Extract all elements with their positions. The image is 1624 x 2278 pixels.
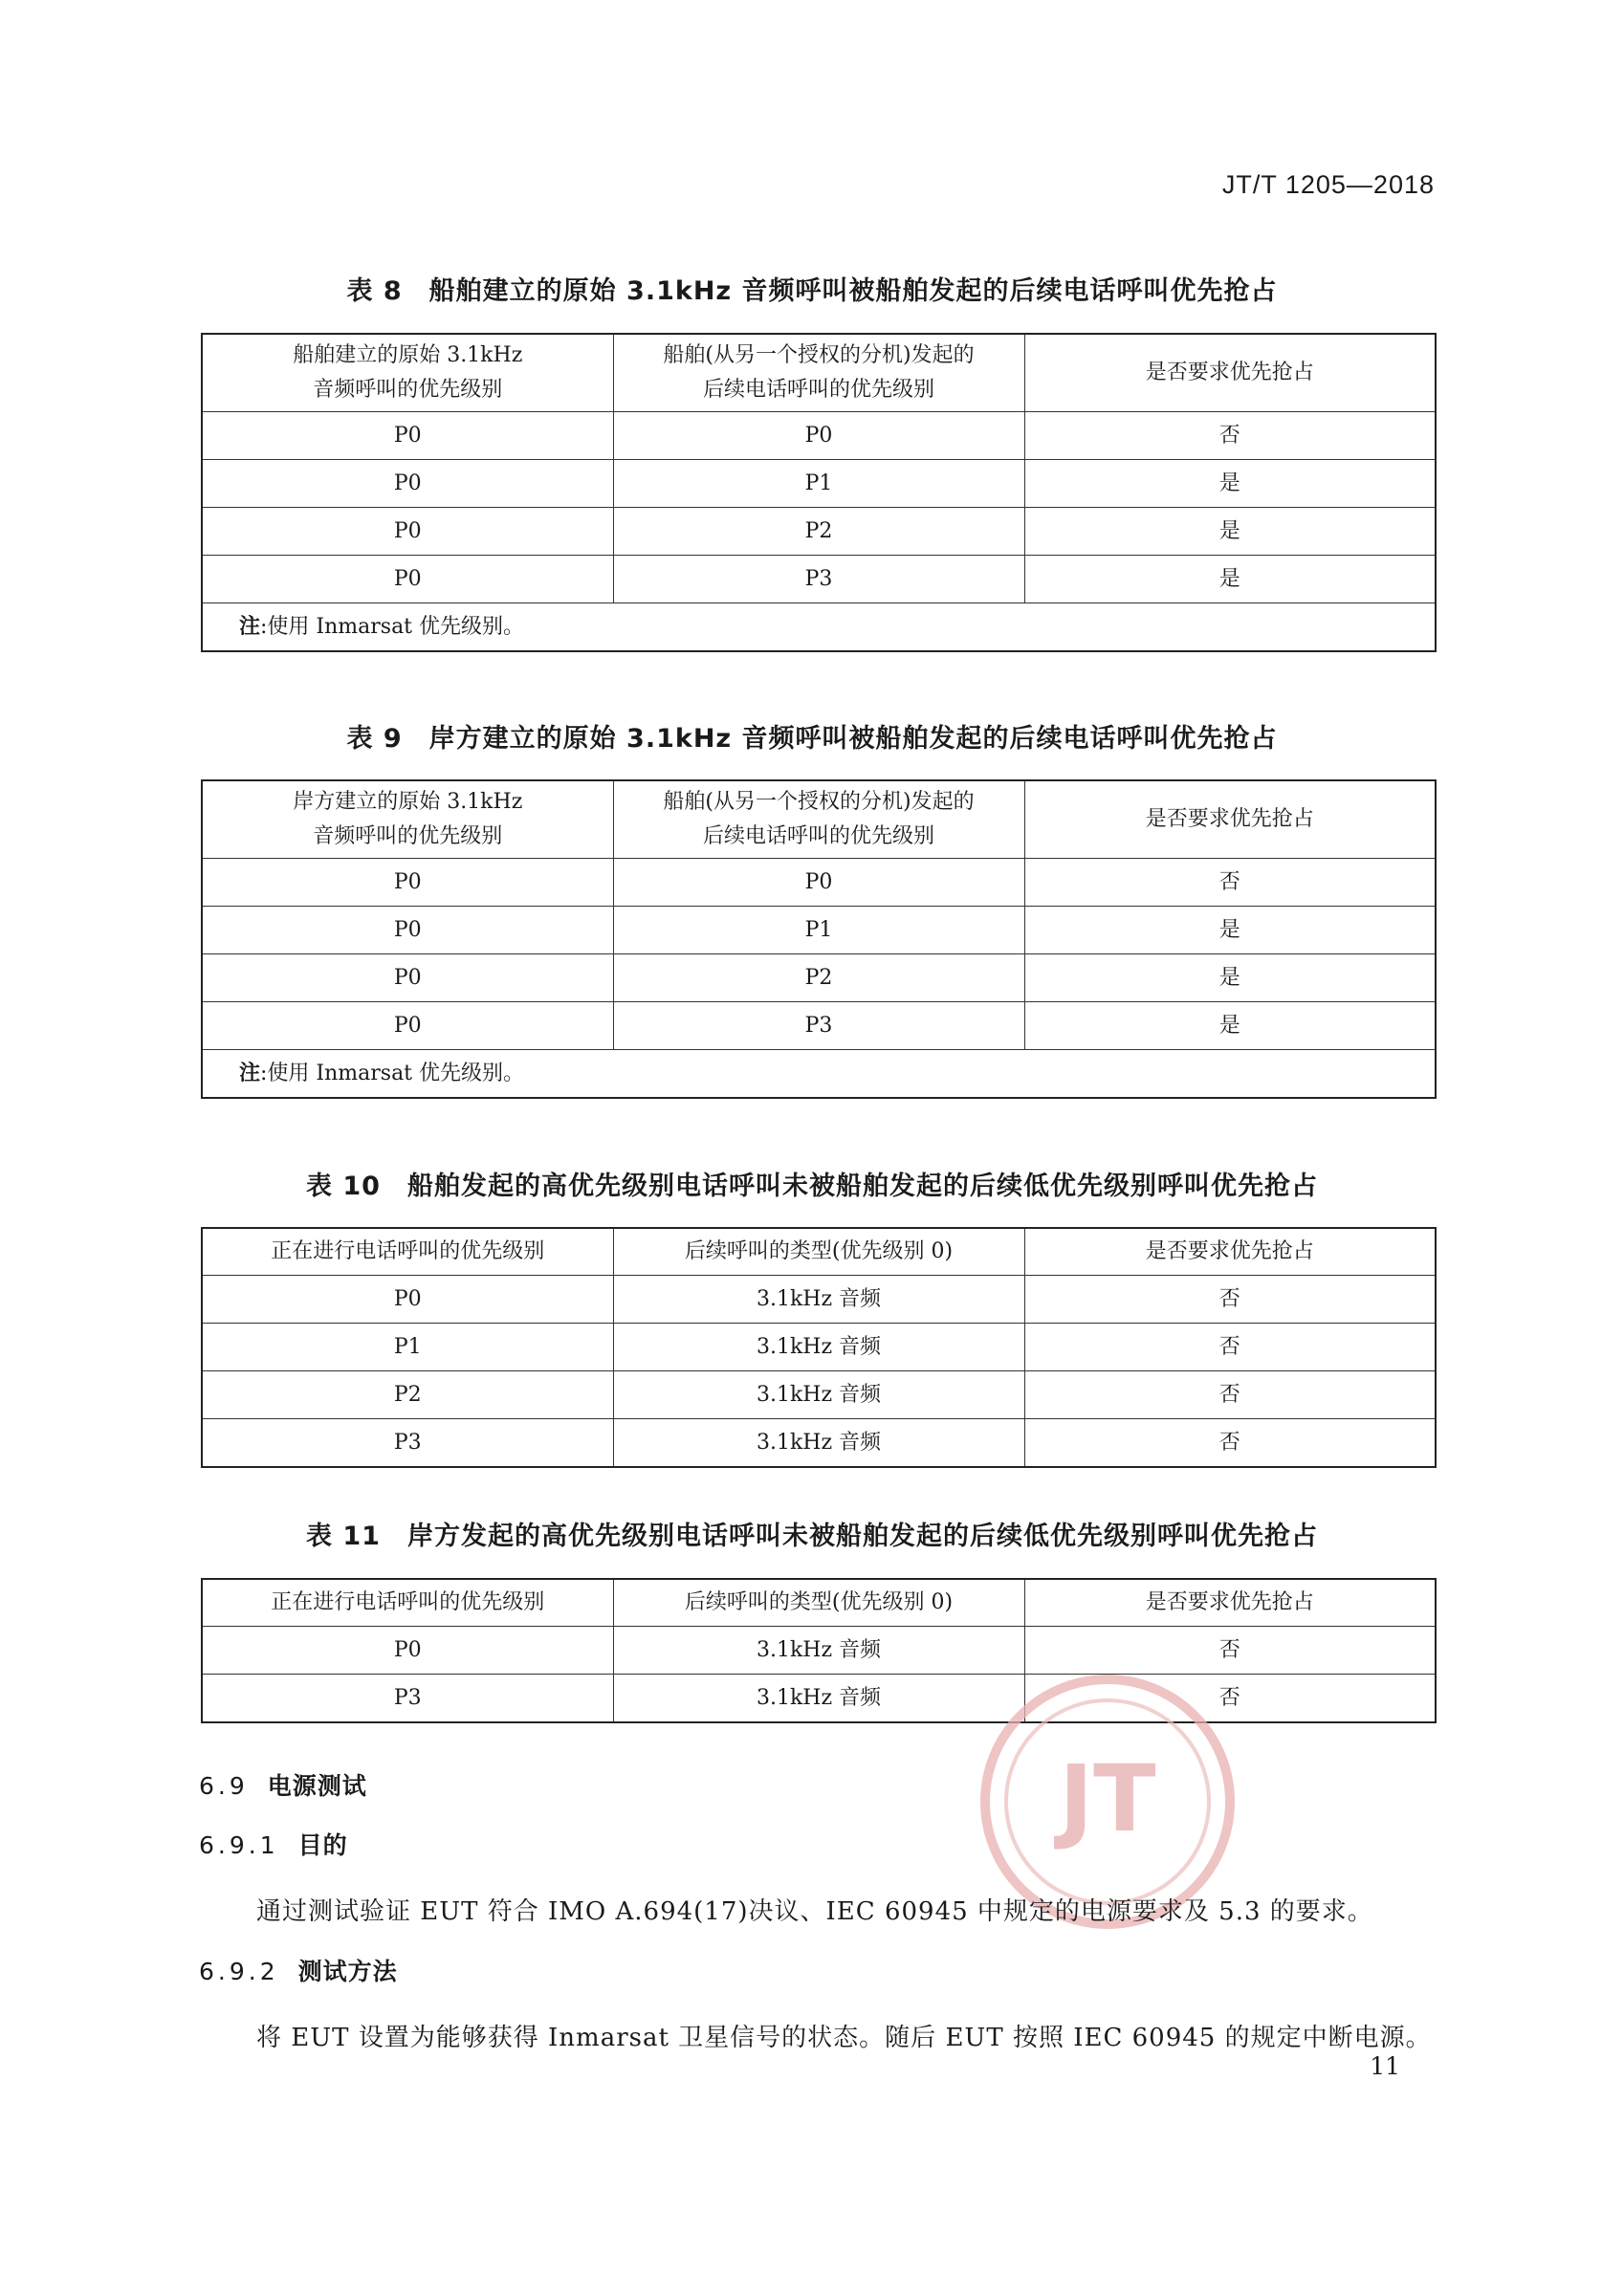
table-cell: 是 xyxy=(1024,508,1436,556)
table-cell: P0 xyxy=(202,1002,613,1050)
table-row xyxy=(202,907,1436,954)
table-cell: P0 xyxy=(202,1627,613,1675)
table-cell: P2 xyxy=(613,954,1024,1002)
header-cell-line: 音频呼叫的优先级别 xyxy=(313,824,503,848)
table-8 xyxy=(201,333,1437,652)
table-cell: P0 xyxy=(202,954,613,1002)
header-cell-line: 后续电话呼叫的优先级别 xyxy=(702,824,934,848)
header-cell xyxy=(1024,334,1436,412)
table-8-caption xyxy=(0,270,1624,307)
table-cell: 3.1kHz 音频 xyxy=(613,1371,1024,1419)
header-cell: 是否要求优先抢占 xyxy=(1024,1228,1436,1276)
table-header-row xyxy=(202,780,1436,859)
table-9-caption xyxy=(0,717,1624,755)
table-cell: 是 xyxy=(1024,460,1436,508)
table-cell: 是 xyxy=(1024,556,1436,603)
table-11-number: 表 11 xyxy=(306,1522,381,1551)
section-title: 电源测试 xyxy=(267,1772,367,1800)
table-cell: P0 xyxy=(202,508,613,556)
table-cell: P1 xyxy=(202,1324,613,1371)
header-cell: 后续呼叫的类型(优先级别 0) xyxy=(613,1579,1024,1627)
header-cell: 正在进行电话呼叫的优先级别 xyxy=(202,1579,613,1627)
table-9-number: 表 9 xyxy=(346,724,403,754)
table-row xyxy=(202,1371,1436,1419)
header-cell-line: 后续电话呼叫的优先级别 xyxy=(702,378,934,402)
table-cell: P0 xyxy=(202,907,613,954)
table-cell: 否 xyxy=(1024,1419,1436,1468)
table-cell: P3 xyxy=(613,1002,1024,1050)
table-cell: P3 xyxy=(202,1419,613,1468)
note-text: :使用 Inmarsat 优先级别。 xyxy=(260,615,525,639)
page-number: 11 xyxy=(1370,2052,1400,2080)
table-cell: 否 xyxy=(1024,1276,1436,1324)
section-number: 6.9 xyxy=(199,1772,249,1800)
table-row xyxy=(202,1419,1436,1468)
header-cell xyxy=(202,334,613,412)
table-cell: 否 xyxy=(1024,412,1436,460)
table-cell: 3.1kHz 音频 xyxy=(613,1675,1024,1723)
table-cell: P1 xyxy=(613,460,1024,508)
header-cell: 是否要求优先抢占 xyxy=(1024,1579,1436,1627)
header-cell-line: 船舶(从另一个授权的分机)发起的 xyxy=(663,343,975,367)
table-cell: 3.1kHz 音频 xyxy=(613,1627,1024,1675)
header-cell xyxy=(613,780,1024,859)
table-11 xyxy=(201,1578,1437,1723)
table-10-number: 表 10 xyxy=(306,1172,381,1201)
header-cell: 正在进行电话呼叫的优先级别 xyxy=(202,1228,613,1276)
table-cell: 否 xyxy=(1024,1324,1436,1371)
table-note xyxy=(202,1050,1436,1099)
header-cell xyxy=(202,780,613,859)
table-cell: 3.1kHz 音频 xyxy=(613,1324,1024,1371)
note-text: :使用 Inmarsat 优先级别。 xyxy=(260,1062,525,1085)
table-cell: P2 xyxy=(202,1371,613,1419)
header-cell-line: 船舶建立的原始 3.1kHz xyxy=(293,343,523,367)
table-cell: 是 xyxy=(1024,907,1436,954)
table-cell: 否 xyxy=(1024,1371,1436,1419)
table-row xyxy=(202,460,1436,508)
table-header-row xyxy=(202,334,1436,412)
table-row xyxy=(202,412,1436,460)
table-9 xyxy=(201,779,1437,1099)
section-6-9-heading xyxy=(199,1767,367,1802)
table-cell: P3 xyxy=(202,1675,613,1723)
table-note xyxy=(202,603,1436,652)
note-label: 注 xyxy=(239,1061,261,1085)
table-cell: P0 xyxy=(202,460,613,508)
table-9-title: 岸方建立的原始 3.1kHz 音频呼叫被船舶发起的后续电话呼叫优先抢占 xyxy=(428,724,1278,754)
table-cell: 是 xyxy=(1024,954,1436,1002)
paragraph-6-9-2: 将 EUT 设置为能够获得 Inmarsat 卫星信号的状态。随后 EUT 按照 IEC 60945 的规定中断电源。 xyxy=(256,2024,1432,2052)
table-row xyxy=(202,1324,1436,1371)
header-cell xyxy=(613,334,1024,412)
document-id: JT/T 1205—2018 xyxy=(1221,170,1435,199)
header-cell-line: 是否要求优先抢占 xyxy=(1145,807,1314,831)
section-title: 目的 xyxy=(297,1831,348,1859)
section-number: 6.9.2 xyxy=(199,1958,279,1985)
table-note-row xyxy=(202,603,1436,652)
table-cell: P0 xyxy=(202,1276,613,1324)
section-6-9-1-heading xyxy=(199,1827,348,1861)
header-cell xyxy=(1024,780,1436,859)
table-cell: P0 xyxy=(613,412,1024,460)
table-cell: 否 xyxy=(1024,1675,1436,1723)
header-cell-line: 音频呼叫的优先级别 xyxy=(313,378,503,402)
table-row xyxy=(202,1675,1436,1723)
table-row xyxy=(202,1627,1436,1675)
table-cell: P0 xyxy=(202,412,613,460)
table-10-title: 船舶发起的高优先级别电话呼叫未被船舶发起的后续低优先级别呼叫优先抢占 xyxy=(406,1172,1318,1201)
note-label: 注 xyxy=(239,614,261,639)
table-row xyxy=(202,508,1436,556)
table-10-caption xyxy=(0,1165,1624,1202)
table-cell: P2 xyxy=(613,508,1024,556)
header-cell-line: 船舶(从另一个授权的分机)发起的 xyxy=(663,790,975,814)
table-cell: P0 xyxy=(202,859,613,907)
table-row xyxy=(202,1002,1436,1050)
table-header-row xyxy=(202,1228,1436,1276)
header-cell-line: 岸方建立的原始 3.1kHz xyxy=(293,790,523,814)
section-title: 测试方法 xyxy=(297,1958,398,1985)
table-cell: 是 xyxy=(1024,1002,1436,1050)
section-number: 6.9.1 xyxy=(199,1831,279,1859)
table-11-title: 岸方发起的高优先级别电话呼叫未被船舶发起的后续低优先级别呼叫优先抢占 xyxy=(406,1522,1318,1551)
table-cell: 否 xyxy=(1024,1627,1436,1675)
table-note-row xyxy=(202,1050,1436,1099)
table-row xyxy=(202,954,1436,1002)
table-8-number: 表 8 xyxy=(346,276,403,306)
header-cell: 后续呼叫的类型(优先级别 0) xyxy=(613,1228,1024,1276)
table-cell: 否 xyxy=(1024,859,1436,907)
table-row xyxy=(202,859,1436,907)
table-cell: P0 xyxy=(202,556,613,603)
stamp-text: JT xyxy=(1059,1745,1156,1852)
header-cell-line: 是否要求优先抢占 xyxy=(1145,361,1314,384)
table-row xyxy=(202,1276,1436,1324)
section-6-9-2-heading xyxy=(199,1953,398,1987)
table-11-caption xyxy=(0,1515,1624,1552)
table-cell: 3.1kHz 音频 xyxy=(613,1276,1024,1324)
table-cell: P0 xyxy=(613,859,1024,907)
table-8-title: 船舶建立的原始 3.1kHz 音频呼叫被船舶发起的后续电话呼叫优先抢占 xyxy=(428,276,1278,306)
table-row xyxy=(202,556,1436,603)
table-cell: 3.1kHz 音频 xyxy=(613,1419,1024,1468)
paragraph-6-9-1: 通过测试验证 EUT 符合 IMO A.694(17)决议、IEC 60945 中规定的电源要求及 5.3 的要求。 xyxy=(256,1897,1373,1926)
table-cell: P3 xyxy=(613,556,1024,603)
table-10 xyxy=(201,1227,1437,1468)
table-cell: P1 xyxy=(613,907,1024,954)
table-header-row xyxy=(202,1579,1436,1627)
